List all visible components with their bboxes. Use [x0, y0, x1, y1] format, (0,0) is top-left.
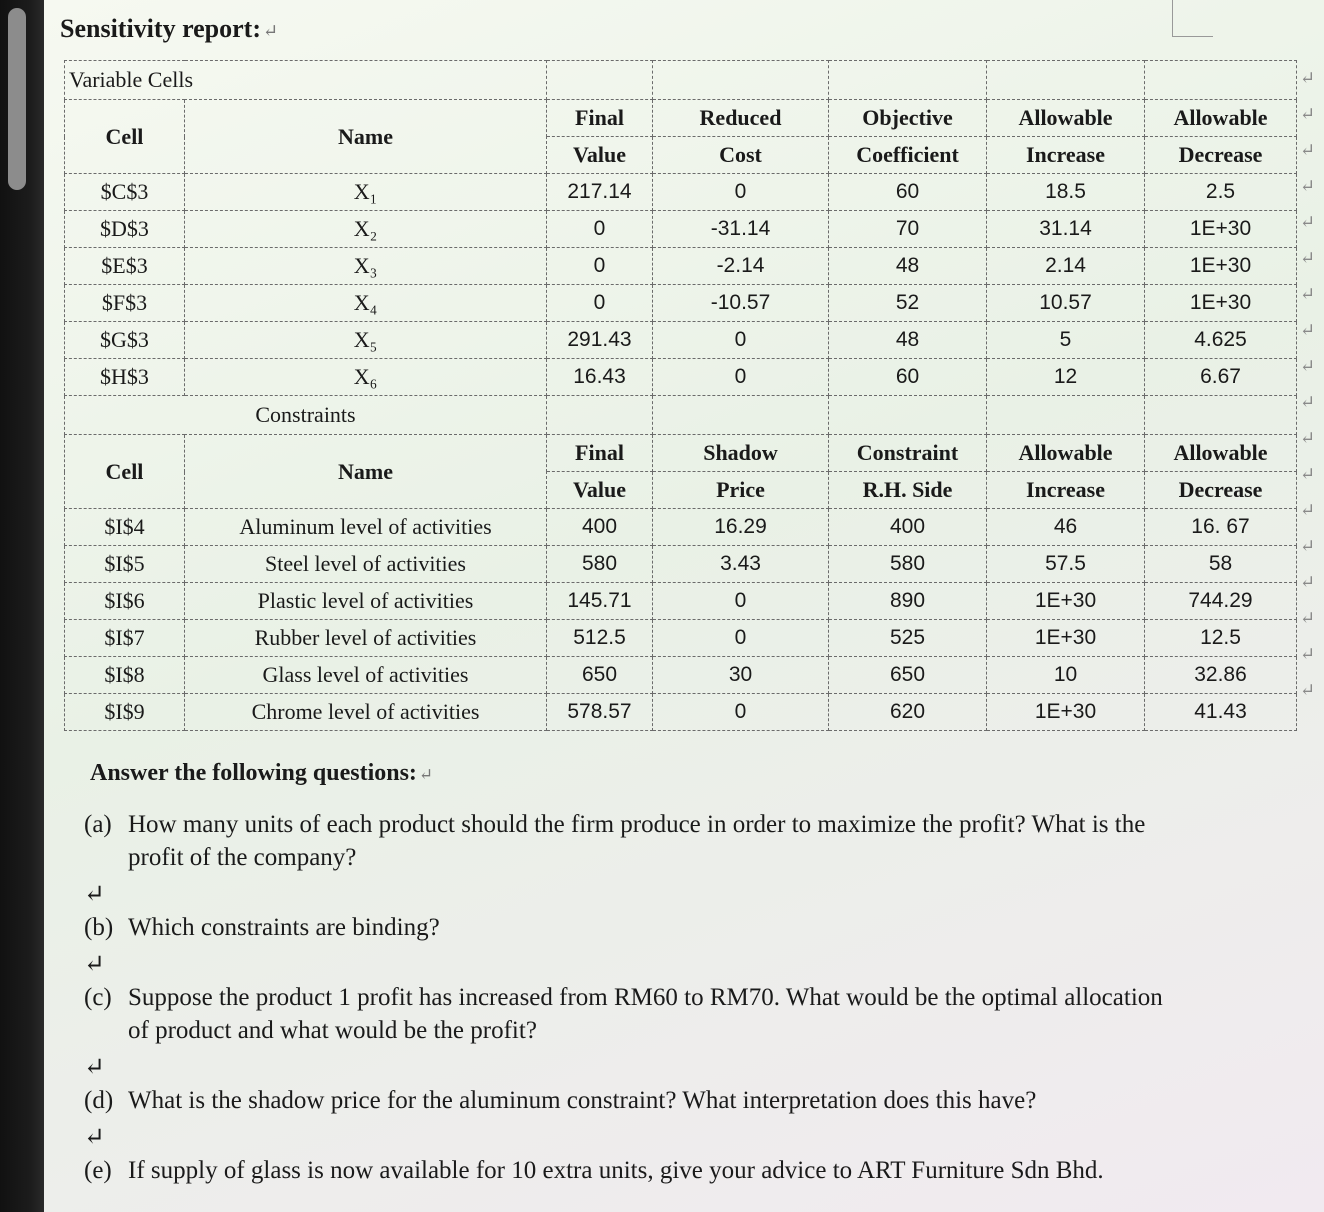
allowable-decrease: 32.86 — [1145, 657, 1297, 694]
row-end-arrow-icon: ↵ — [1300, 644, 1316, 664]
return-mark-icon: ↵ — [263, 21, 279, 41]
header-name: Name — [185, 100, 547, 174]
header-decrease: Decrease — [1145, 472, 1297, 509]
constraint-rhs: 580 — [829, 546, 987, 583]
question-text: What is the shadow price for the aluminum constraint? What interpretation does this have? — [128, 1087, 1037, 1114]
header-name: Name — [185, 435, 547, 509]
allowable-increase: 2.14 — [987, 248, 1145, 285]
final-value: 580 — [547, 546, 653, 583]
header-allowable-increase: Allowable — [987, 435, 1145, 472]
header-price: Price — [653, 472, 829, 509]
row-end-arrow-icon: ↵ — [1300, 608, 1316, 628]
allowable-decrease: 6.67 — [1145, 359, 1297, 396]
final-value: 291.43 — [547, 322, 653, 359]
question-text: Suppose the product 1 profit has increased from RM60 to RM70. What would be the optimal allocation of product and what would be the profit? — [128, 984, 1163, 1044]
header-increase: Increase — [987, 472, 1145, 509]
row-end-arrow-icon: ↵ — [1300, 356, 1316, 376]
constraint-name: Aluminum level of activities — [185, 509, 547, 546]
constraint-rhs: 890 — [829, 583, 987, 620]
shadow-price: 0 — [653, 583, 829, 620]
reduced-cost: -10.57 — [653, 285, 829, 322]
header-allowable-decrease: Allowable — [1145, 435, 1297, 472]
header-cost: Cost — [653, 137, 829, 174]
header-rhs: R.H. Side — [829, 472, 987, 509]
final-value: 650 — [547, 657, 653, 694]
allowable-decrease: 58 — [1145, 546, 1297, 583]
cell-ref: $D$3 — [65, 211, 185, 248]
questions-title: Answer the following questions: ↵ — [90, 760, 433, 786]
final-value: 0 — [547, 248, 653, 285]
question-text: How many units of each product should the firm produce in order to maximize the profit? What is the profit of the company? — [128, 811, 1146, 871]
paragraph-mark-column — [1300, 60, 1324, 708]
header-shadow: Shadow — [653, 435, 829, 472]
table-row — [65, 322, 1297, 359]
shadow-price: 3.43 — [653, 546, 829, 583]
question-label: (a) — [84, 811, 112, 838]
header-constraint: Constraint — [829, 435, 987, 472]
return-mark-icon: ↵ — [84, 1124, 105, 1151]
header-final: Final — [547, 435, 653, 472]
table-row — [65, 620, 1297, 657]
allowable-decrease: 16. 67 — [1145, 509, 1297, 546]
header-allowable-decrease: Allowable — [1145, 100, 1297, 137]
allowable-decrease: 2.5 — [1145, 174, 1297, 211]
cell-ref: $C$3 — [65, 174, 185, 211]
question-label: (c) — [84, 984, 112, 1011]
header-cell: Cell — [65, 435, 185, 509]
variable-cells-label: Variable Cells — [65, 61, 547, 100]
constraints-section-row — [65, 396, 1297, 435]
screen-bezel — [0, 0, 44, 1212]
allowable-decrease: 41.43 — [1145, 694, 1297, 731]
constraint-rhs: 400 — [829, 509, 987, 546]
table-row — [65, 509, 1297, 546]
constraint-name: Chrome level of activities — [185, 694, 547, 731]
objective-coefficient: 48 — [829, 322, 987, 359]
constraint-name: Plastic level of activities — [185, 583, 547, 620]
question-label: (b) — [84, 914, 114, 941]
table-row — [65, 546, 1297, 583]
final-value: 578.57 — [547, 694, 653, 731]
constraints-header-row-1 — [65, 435, 1297, 472]
header-increase: Increase — [987, 137, 1145, 174]
shadow-price: 30 — [653, 657, 829, 694]
final-value: 16.43 — [547, 359, 653, 396]
final-value: 217.14 — [547, 174, 653, 211]
allowable-decrease: 1E+30 — [1145, 211, 1297, 248]
var-name: X₂ — [185, 211, 547, 248]
var-name: X₆ — [185, 359, 547, 396]
row-end-arrow-icon: ↵ — [1300, 248, 1316, 268]
objective-coefficient: 52 — [829, 285, 987, 322]
allowable-increase: 1E+30 — [987, 694, 1145, 731]
var-name: X₁ — [185, 174, 547, 211]
allowable-increase: 10 — [987, 657, 1145, 694]
sensitivity-report-table — [64, 60, 1297, 731]
list-item — [84, 1084, 1164, 1117]
row-end-arrow-icon: ↵ — [1300, 428, 1316, 448]
allowable-increase: 5 — [987, 322, 1145, 359]
row-end-arrow-icon: ↵ — [1300, 212, 1316, 232]
allowable-increase: 1E+30 — [987, 583, 1145, 620]
table-row — [65, 174, 1297, 211]
cell-ref: $I$4 — [65, 509, 185, 546]
final-value: 0 — [547, 211, 653, 248]
reduced-cost: -31.14 — [653, 211, 829, 248]
constraint-name: Steel level of activities — [185, 546, 547, 583]
constraints-label: Constraints — [65, 396, 547, 435]
cell-ref: $I$7 — [65, 620, 185, 657]
variable-cells-header-row-1 — [65, 100, 1297, 137]
row-end-arrow-icon: ↵ — [1300, 104, 1316, 124]
return-mark-icon: ↵ — [84, 951, 105, 978]
table-row — [65, 211, 1297, 248]
question-label: (e) — [84, 1157, 112, 1184]
final-value: 400 — [547, 509, 653, 546]
reduced-cost: 0 — [653, 359, 829, 396]
scrollbar-thumb[interactable] — [8, 8, 26, 190]
constraint-rhs: 620 — [829, 694, 987, 731]
row-end-arrow-icon: ↵ — [1300, 284, 1316, 304]
row-end-arrow-icon: ↵ — [1300, 464, 1316, 484]
return-mark-icon: ↵ — [418, 765, 433, 784]
page-corner-mark — [1172, 0, 1213, 37]
cell-ref: $F$3 — [65, 285, 185, 322]
list-item — [84, 1154, 1164, 1187]
cell-ref: $I$5 — [65, 546, 185, 583]
objective-coefficient: 70 — [829, 211, 987, 248]
cell-ref: $I$6 — [65, 583, 185, 620]
list-item — [84, 911, 1164, 944]
final-value: 512.5 — [547, 620, 653, 657]
header-coefficient: Coefficient — [829, 137, 987, 174]
table-row — [65, 359, 1297, 396]
objective-coefficient: 60 — [829, 174, 987, 211]
shadow-price: 16.29 — [653, 509, 829, 546]
question-text: Which constraints are binding? — [128, 914, 440, 941]
row-end-arrow-icon: ↵ — [1300, 176, 1316, 196]
reduced-cost: 0 — [653, 322, 829, 359]
var-name: X₄ — [185, 285, 547, 322]
header-value: Value — [547, 137, 653, 174]
table-row — [65, 657, 1297, 694]
table-row — [65, 285, 1297, 322]
final-value: 0 — [547, 285, 653, 322]
allowable-decrease: 4.625 — [1145, 322, 1297, 359]
allowable-decrease: 1E+30 — [1145, 248, 1297, 285]
variable-cells-section-row — [65, 61, 1297, 100]
var-name: X₅ — [185, 322, 547, 359]
allowable-increase: 18.5 — [987, 174, 1145, 211]
row-end-arrow-icon: ↵ — [1300, 572, 1316, 592]
return-mark-icon: ↵ — [84, 1054, 105, 1081]
table-row — [65, 583, 1297, 620]
row-end-arrow-icon: ↵ — [1300, 500, 1316, 520]
allowable-increase: 31.14 — [987, 211, 1145, 248]
row-end-arrow-icon: ↵ — [1300, 320, 1316, 340]
row-end-arrow-icon: ↵ — [1300, 680, 1316, 700]
cell-ref: $H$3 — [65, 359, 185, 396]
questions-list — [84, 808, 1164, 1191]
page-title: Sensitivity report: ↵ — [60, 14, 279, 43]
objective-coefficient: 60 — [829, 359, 987, 396]
reduced-cost: -2.14 — [653, 248, 829, 285]
row-end-arrow-icon: ↵ — [1300, 68, 1316, 88]
constraint-name: Rubber level of activities — [185, 620, 547, 657]
final-value: 145.71 — [547, 583, 653, 620]
row-end-arrow-icon: ↵ — [1300, 392, 1316, 412]
cell-ref: $E$3 — [65, 248, 185, 285]
list-item — [84, 808, 1164, 874]
shadow-price: 0 — [653, 620, 829, 657]
cell-ref: $I$9 — [65, 694, 185, 731]
allowable-increase: 12 — [987, 359, 1145, 396]
allowable-increase: 1E+30 — [987, 620, 1145, 657]
constraint-rhs: 650 — [829, 657, 987, 694]
header-final: Final — [547, 100, 653, 137]
question-text: If supply of glass is now available for 10 extra units, give your advice to ART Furniture Sdn Bhd. — [128, 1157, 1104, 1184]
header-reduced: Reduced — [653, 100, 829, 137]
allowable-increase: 57.5 — [987, 546, 1145, 583]
shadow-price: 0 — [653, 694, 829, 731]
allowable-decrease: 12.5 — [1145, 620, 1297, 657]
row-end-arrow-icon: ↵ — [1300, 140, 1316, 160]
row-end-arrow-icon: ↵ — [1300, 536, 1316, 556]
var-name: X₃ — [185, 248, 547, 285]
header-value: Value — [547, 472, 653, 509]
list-item — [84, 981, 1164, 1047]
table-row — [65, 694, 1297, 731]
cell-ref: $G$3 — [65, 322, 185, 359]
question-label: (d) — [84, 1087, 114, 1114]
allowable-increase: 46 — [987, 509, 1145, 546]
constraint-name: Glass level of activities — [185, 657, 547, 694]
return-mark-icon: ↵ — [84, 881, 105, 908]
header-decrease: Decrease — [1145, 137, 1297, 174]
constraint-rhs: 525 — [829, 620, 987, 657]
header-objective: Objective — [829, 100, 987, 137]
cell-ref: $I$8 — [65, 657, 185, 694]
reduced-cost: 0 — [653, 174, 829, 211]
allowable-decrease: 744.29 — [1145, 583, 1297, 620]
header-cell: Cell — [65, 100, 185, 174]
table-row — [65, 248, 1297, 285]
objective-coefficient: 48 — [829, 248, 987, 285]
header-allowable-increase: Allowable — [987, 100, 1145, 137]
allowable-increase: 10.57 — [987, 285, 1145, 322]
allowable-decrease: 1E+30 — [1145, 285, 1297, 322]
